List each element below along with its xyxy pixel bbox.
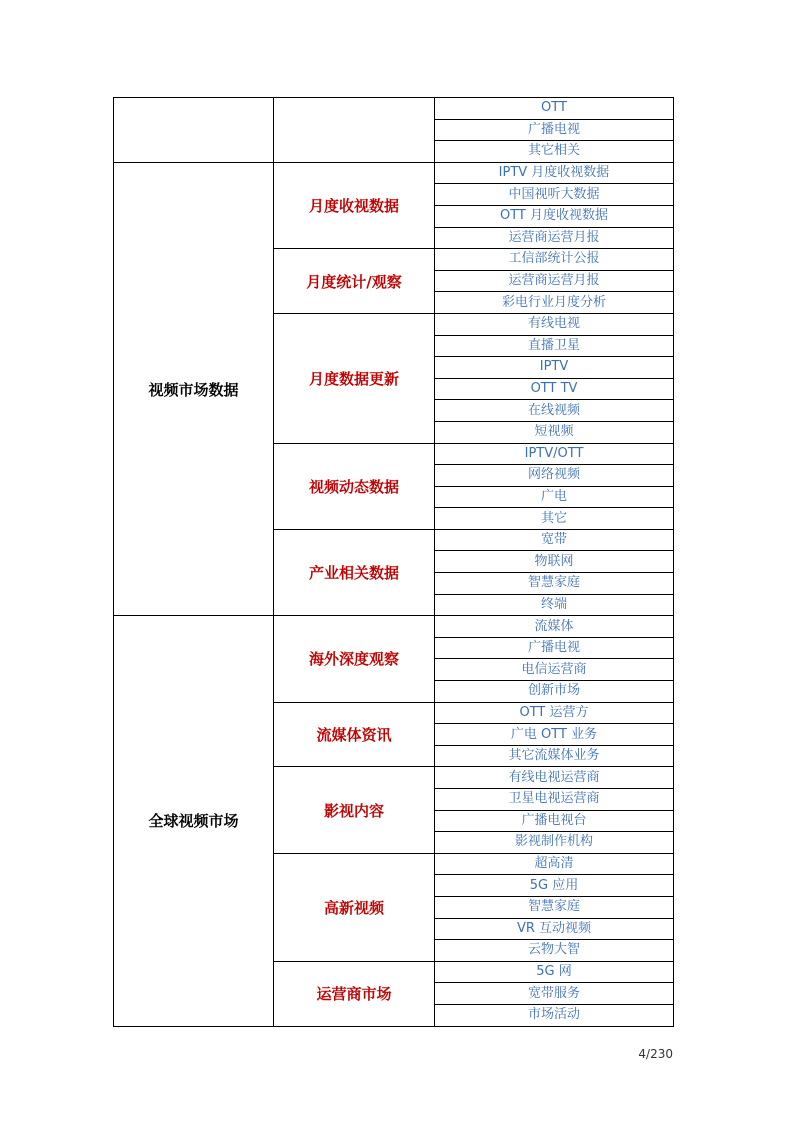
item-link[interactable]: 广电 [435, 486, 674, 508]
item-link[interactable]: 智慧家庭 [435, 896, 674, 918]
item-link[interactable]: 其它流媒体业务 [435, 745, 674, 767]
item-link[interactable]: 有线电视 [435, 313, 674, 335]
item-link[interactable]: 直播卫星 [435, 335, 674, 357]
item-link[interactable]: 广播电视 [435, 637, 674, 659]
item-link[interactable]: 宽带 [435, 529, 674, 551]
item-link[interactable]: 中国视听大数据 [435, 184, 674, 206]
category-label: 月度统计/观察 [274, 249, 435, 314]
section-label: 视频市场数据 [114, 162, 274, 615]
category-label: 月度收视数据 [274, 162, 435, 248]
item-link[interactable]: 终端 [435, 594, 674, 616]
item-link[interactable]: 彩电行业月度分析 [435, 292, 674, 314]
item-link[interactable]: 工信部统计公报 [435, 249, 674, 271]
item-link[interactable]: 影视制作机构 [435, 832, 674, 854]
item-link[interactable]: 卫星电视运营商 [435, 789, 674, 811]
item-link[interactable]: 5G 网 [435, 961, 674, 983]
item-link[interactable]: 超高清 [435, 853, 674, 875]
category-label [274, 98, 435, 163]
table-row [114, 162, 674, 184]
item-link[interactable]: 智慧家庭 [435, 573, 674, 595]
section-label [114, 98, 274, 163]
item-link[interactable]: OTT 运营方 [435, 702, 674, 724]
item-link[interactable]: 广播电视 [435, 119, 674, 141]
item-link[interactable]: 创新市场 [435, 681, 674, 703]
category-label: 产业相关数据 [274, 529, 435, 615]
category-label: 海外深度观察 [274, 616, 435, 702]
category-label: 高新视频 [274, 853, 435, 961]
item-link[interactable]: IPTV [435, 357, 674, 379]
item-link[interactable]: 其它相关 [435, 141, 674, 163]
item-link[interactable]: 云物大智 [435, 940, 674, 962]
item-link[interactable]: 网络视频 [435, 465, 674, 487]
category-label: 影视内容 [274, 767, 435, 853]
item-link[interactable]: 运营商运营月报 [435, 270, 674, 292]
item-link[interactable]: 电信运营商 [435, 659, 674, 681]
category-label: 月度数据更新 [274, 313, 435, 443]
category-label: 流媒体资讯 [274, 702, 435, 767]
item-link[interactable]: 短视频 [435, 421, 674, 443]
item-link[interactable]: 宽带服务 [435, 983, 674, 1005]
item-link[interactable]: 广播电视台 [435, 810, 674, 832]
item-link[interactable]: 在线视频 [435, 400, 674, 422]
catalog-table [113, 97, 674, 1027]
item-link[interactable]: 5G 应用 [435, 875, 674, 897]
item-link[interactable]: 广电 OTT 业务 [435, 724, 674, 746]
item-link[interactable]: OTT 月度收视数据 [435, 205, 674, 227]
catalog-body [114, 98, 674, 1027]
item-link[interactable]: IPTV 月度收视数据 [435, 162, 674, 184]
item-link[interactable]: 市场活动 [435, 1004, 674, 1026]
item-link[interactable]: VR 互动视频 [435, 918, 674, 940]
table-row [114, 616, 674, 638]
item-link[interactable]: OTT [435, 98, 674, 120]
item-link[interactable]: 物联网 [435, 551, 674, 573]
category-label: 视频动态数据 [274, 443, 435, 529]
page-number: 4/230 [638, 1047, 673, 1061]
item-link[interactable]: 其它 [435, 508, 674, 530]
item-link[interactable]: 流媒体 [435, 616, 674, 638]
category-label: 运营商市场 [274, 961, 435, 1026]
item-link[interactable]: IPTV/OTT [435, 443, 674, 465]
section-label: 全球视频市场 [114, 616, 274, 1026]
table-row [114, 98, 674, 120]
item-link[interactable]: 运营商运营月报 [435, 227, 674, 249]
item-link[interactable]: 有线电视运营商 [435, 767, 674, 789]
item-link[interactable]: OTT TV [435, 378, 674, 400]
